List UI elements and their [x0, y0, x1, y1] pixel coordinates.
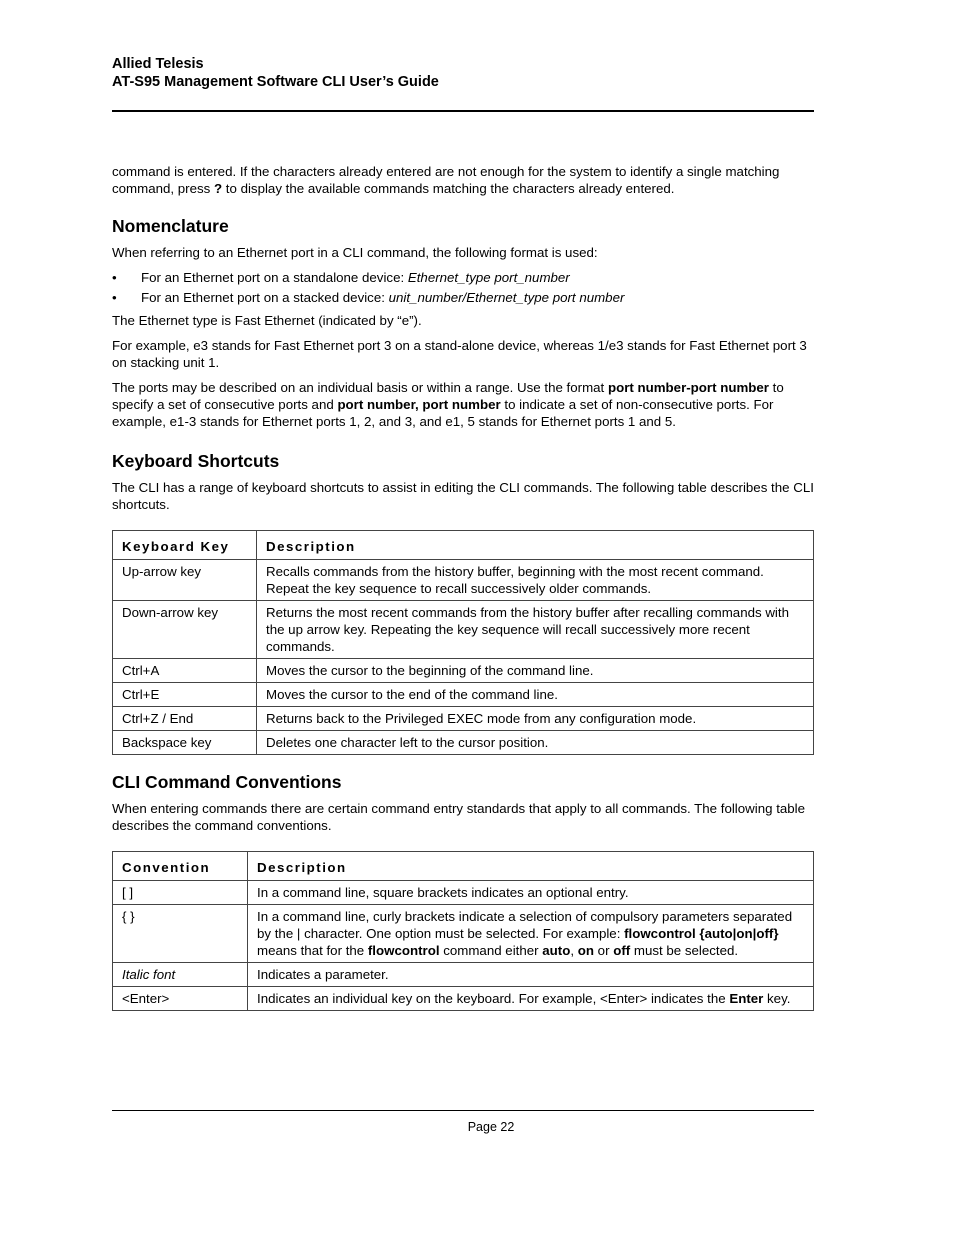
table-cell-description: Returns the most recent commands from the history buffer after recalling commands with the up arrow key. Repeating the key sequence will recall successively more recent commands. [257, 601, 814, 659]
table-cell-description: Recalls commands from the history buffer, beginning with the most recent command. Repeat the key sequence to recall successively older commands. [257, 560, 814, 601]
table-cell-description: Moves the cursor to the end of the command line. [257, 683, 814, 707]
intro-key: ? [213, 181, 223, 196]
column-header-key: Keyboard Key [113, 531, 257, 560]
text-span: command either [439, 943, 543, 958]
text-span: In a command line, curly brackets indicate a selection of compulsory parameters separated by the | character. One option must be selected. For example: [257, 909, 793, 941]
keyboard-shortcuts-heading: Keyboard Shortcuts [112, 451, 280, 471]
list-item-text: For an Ethernet port on a stacked device: [141, 290, 389, 305]
table-cell-description: Deletes one character left to the cursor position. [257, 731, 814, 755]
table-cell-key: Backspace key [113, 731, 257, 755]
ethernet-type-paragraph: The Ethernet type is Fast Ethernet (indicated by “e”). [112, 313, 422, 328]
example-paragraph: For example, e3 stands for Fast Ethernet port 3 on a stand-alone device, whereas 1/e3 stands for Fast Ethernet port 3 on stacking unit 1. [112, 338, 807, 370]
text-span: or [593, 943, 614, 958]
table-cell-description: Indicates a parameter. [248, 963, 814, 987]
table-row [113, 707, 814, 731]
list-item-text: For an Ethernet port on a standalone device: [141, 270, 408, 285]
document-title: AT-S95 Management Software CLI User’s Guide [112, 74, 439, 90]
bold-span: port number-port number [607, 380, 769, 395]
table-cell-key: Ctrl+E [113, 683, 257, 707]
table-cell-key: Ctrl+Z / End [113, 707, 257, 731]
company-name: Allied Telesis [112, 56, 204, 72]
text-span: Indicates an individual key on the keyboard. For example, <Enter> indicates the [257, 991, 730, 1006]
table-header-row [113, 531, 814, 560]
running-header [112, 55, 814, 91]
text-span: key. [763, 991, 791, 1006]
table-cell-convention: <Enter> [113, 987, 248, 1011]
table-cell-description: Moves the cursor to the beginning of the command line. [257, 659, 814, 683]
table-row [113, 963, 814, 987]
bullet: • [112, 290, 117, 305]
intro-paragraph [112, 163, 814, 197]
bold-span: off [613, 943, 631, 958]
table-row [113, 987, 814, 1011]
bold-span: on [577, 943, 594, 958]
column-header-convention: Convention [113, 852, 248, 881]
nomenclature-intro: When referring to an Ethernet port in a CLI command, the following format is used: [112, 245, 598, 260]
bold-span: Enter [729, 991, 764, 1006]
list-item-format: unit_number/Ethernet_type port number [388, 290, 625, 305]
table-header-row [113, 852, 814, 881]
table-cell-convention: Italic font [113, 963, 248, 987]
page-body [112, 163, 814, 1011]
text-span: must be selected. [630, 943, 739, 958]
table-row [113, 659, 814, 683]
shortcuts-intro: The CLI has a range of keyboard shortcuts to assist in editing the CLI commands. The following table describes the CLI shortcuts. [112, 480, 814, 512]
port-format-list [112, 269, 814, 306]
table-cell-key: Up-arrow key [113, 560, 257, 601]
list-item [112, 289, 814, 306]
page-number: Page 22 [467, 1120, 515, 1134]
footer-rule [112, 1110, 814, 1111]
intro-text-2: to display the available commands matching the characters already entered. [222, 181, 675, 196]
conventions-intro: When entering commands there are certain command entry standards that apply to all commands. The following table describes the command conventions. [112, 801, 806, 833]
text-span: to indicate a set of non-consecutive ports. For example, e1-3 stands for Ethernet ports 1, 2, and 3, and e1, 5 stands for Ethernet ports 1 and 5. [112, 397, 774, 429]
list-item [112, 269, 814, 286]
table-row [113, 731, 814, 755]
keyboard-shortcuts-table [112, 530, 814, 755]
table-cell-description [248, 905, 814, 963]
command-conventions-table [112, 851, 814, 1011]
list-item-format: Ethernet_type port_number [407, 270, 570, 285]
table-row [113, 683, 814, 707]
table-cell-description: In a command line, square brackets indicates an optional entry. [248, 881, 814, 905]
intro-text-1: command is entered. If the characters already entered are not enough for the system to identify a single matching command, press [112, 164, 780, 196]
text-span: to specify a set of consecutive ports and [112, 380, 784, 412]
table-cell-description: Returns back to the Privileged EXEC mode from any configuration mode. [257, 707, 814, 731]
bold-span: flowcontrol {auto|on|off} [624, 926, 779, 941]
bold-span: port number, port number [337, 397, 501, 412]
table-cell-key: Ctrl+A [113, 659, 257, 683]
port-range-paragraph [112, 379, 814, 430]
bold-span: auto [542, 943, 571, 958]
column-header-description: Description [257, 531, 814, 560]
table-row [113, 881, 814, 905]
bullet: • [112, 270, 117, 285]
text-span: means that for the [257, 943, 368, 958]
table-cell-convention: [ ] [113, 881, 248, 905]
table-row [113, 905, 814, 963]
bold-span: flowcontrol [367, 943, 440, 958]
table-cell-convention: { } [113, 905, 248, 963]
conventions-heading: CLI Command Conventions [112, 772, 342, 792]
text-span: , [570, 943, 578, 958]
table-row [113, 601, 814, 659]
table-cell-description [248, 987, 814, 1011]
table-row [113, 560, 814, 601]
header-rule [112, 110, 814, 112]
text-span: The ports may be described on an individual basis or within a range. Use the format [112, 380, 608, 395]
column-header-description: Description [248, 852, 814, 881]
table-cell-key: Down-arrow key [113, 601, 257, 659]
nomenclature-heading: Nomenclature [112, 216, 229, 236]
